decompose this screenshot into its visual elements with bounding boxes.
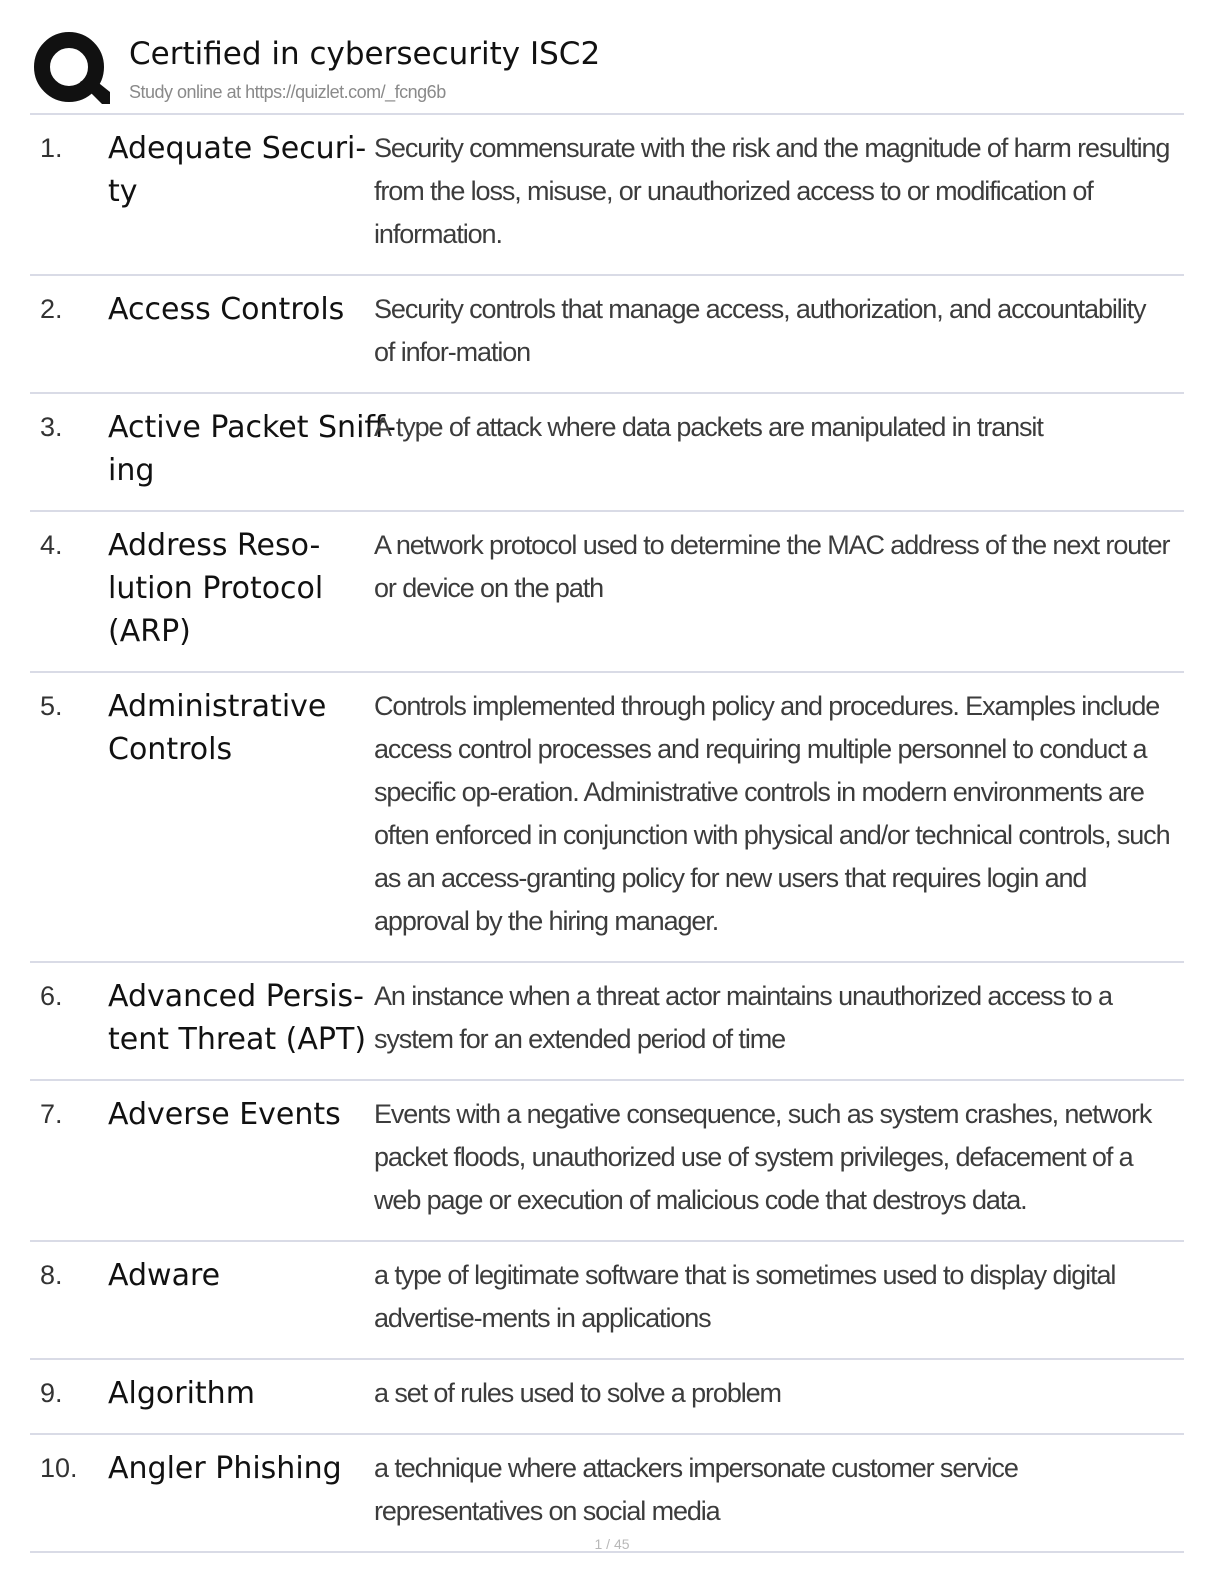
term-word — [108, 1435, 374, 1551]
term-definition: Events with a negative consequence, such as system crashes, network packet floods, unauthorized use of system privileges, defacement of a web page or execution of malicious code that destroys data. — [374, 1099, 1152, 1215]
term-word — [108, 115, 374, 274]
term-definition: Security controls that manage access, authorization, and accountability of infor-mation — [374, 294, 1146, 367]
term-word-line: Active Packet Sniff- — [108, 410, 396, 445]
term-row — [30, 1360, 1184, 1435]
quizlet-q-logo-icon — [32, 30, 110, 108]
term-number: 10. — [40, 1453, 78, 1483]
term-definition: a type of legitimate software that is sometimes used to display digital advertise-ments in applications — [374, 1260, 1116, 1333]
term-word — [108, 1360, 374, 1433]
term-number: 2. — [40, 294, 63, 324]
term-number: 9. — [40, 1378, 63, 1408]
term-word-line: Angler Phishing — [108, 1451, 342, 1486]
term-word-line: Adverse Events — [108, 1097, 341, 1132]
term-definition: Security commensurate with the risk and the magnitude of harm resulting from the loss, misuse, or unauthorized access to or modification of information. — [374, 133, 1170, 249]
term-definition: a set of rules used to solve a problem — [374, 1378, 781, 1408]
term-word — [108, 1081, 374, 1240]
term-row — [30, 276, 1184, 394]
term-definition: A network protocol used to determine the MAC address of the next router or device on the path — [374, 530, 1170, 603]
term-word-line: Algorithm — [108, 1376, 255, 1411]
page-number: 1 / 45 — [594, 1536, 630, 1552]
term-number: 6. — [40, 981, 63, 1011]
term-word-line: Adequate Securi- — [108, 131, 367, 166]
term-definition: Controls implemented through policy and procedures. Examples include access control processes and requiring multiple personnel to conduct a specific op-eration. Administrative controls in modern environments are often enforced in conjunction with physical and/or technical controls, such as an access-granting policy for new users that requires login and approval by the hiring manager. — [374, 691, 1170, 936]
document-header — [30, 28, 1186, 114]
study-online-link-text: Study online at https://quizlet.com/_fcng6b — [129, 82, 446, 102]
term-word-line: Access Controls — [108, 292, 345, 327]
term-word-line: Adware — [108, 1258, 221, 1293]
term-row — [30, 1081, 1184, 1242]
term-definition: A type of attack where data packets are manipulated in transit — [374, 412, 1043, 442]
term-row — [30, 1242, 1184, 1360]
term-word-line: Address Reso- — [108, 528, 321, 563]
term-number: 3. — [40, 412, 63, 442]
term-word-line: Advanced Persis- — [108, 979, 364, 1014]
term-number: 8. — [40, 1260, 63, 1290]
term-number: 7. — [40, 1099, 63, 1129]
term-word — [108, 673, 374, 961]
term-word-line: (ARP) — [108, 614, 191, 649]
term-word-line: Controls — [108, 732, 233, 767]
term-row — [30, 512, 1184, 673]
term-word — [108, 276, 374, 392]
term-word — [108, 963, 374, 1079]
term-list — [30, 115, 1184, 1553]
term-row — [30, 115, 1184, 276]
term-row — [30, 963, 1184, 1081]
term-word-line: tent Threat (APT) — [108, 1022, 367, 1057]
term-word-line: ing — [108, 453, 155, 488]
term-word — [108, 512, 374, 671]
term-definition: a technique where attackers impersonate customer service representatives on social media — [374, 1453, 1018, 1526]
term-row — [30, 673, 1184, 963]
term-word — [108, 1242, 374, 1358]
term-row — [30, 394, 1184, 512]
term-word-line: lution Protocol — [108, 571, 324, 606]
term-word-line: ty — [108, 174, 138, 209]
term-number: 4. — [40, 530, 63, 560]
term-word — [108, 394, 396, 510]
term-definition: An instance when a threat actor maintains unauthorized access to a system for an extended period of time — [374, 981, 1112, 1054]
term-word-line: Administrative — [108, 689, 327, 724]
term-number: 1. — [40, 133, 63, 163]
term-number: 5. — [40, 691, 63, 721]
document-title: Certified in cybersecurity ISC2 — [129, 36, 601, 72]
